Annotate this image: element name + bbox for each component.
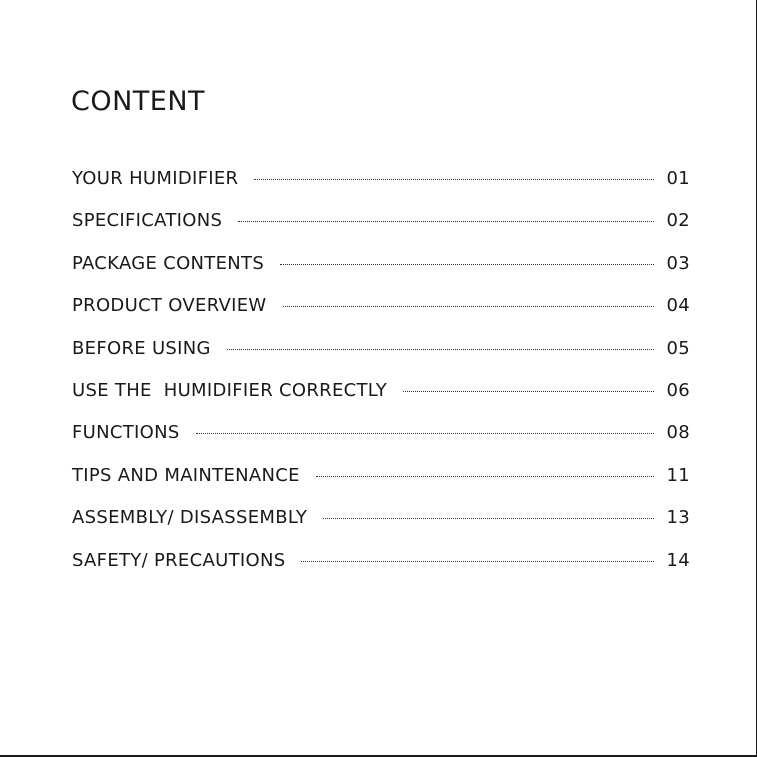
toc-entry xyxy=(72,295,690,337)
toc-entry xyxy=(72,253,690,295)
toc-entry-label: YOUR HUMIDIFIER xyxy=(72,168,239,189)
toc-dot-leader xyxy=(254,179,654,180)
toc-page-number: 03 xyxy=(666,252,690,274)
toc-page-number: 13 xyxy=(666,507,690,529)
toc-entry xyxy=(72,338,690,380)
toc-dot-leader xyxy=(196,433,654,434)
toc-entry xyxy=(72,507,690,549)
toc-entry xyxy=(72,422,690,464)
toc-page-number: 02 xyxy=(666,210,690,232)
toc-dot-leader xyxy=(227,349,654,350)
toc-dot-leader xyxy=(301,561,654,562)
toc-dot-leader xyxy=(280,264,654,265)
toc-entry-label: FUNCTIONS xyxy=(72,422,180,444)
toc-entry xyxy=(72,168,690,210)
toc-entry-label: BEFORE USING xyxy=(72,337,211,359)
toc-entry-label: SPECIFICATIONS xyxy=(72,210,223,232)
toc-entry xyxy=(72,550,690,592)
toc-entry xyxy=(72,465,690,507)
table-of-contents xyxy=(72,168,690,592)
toc-dot-leader xyxy=(403,391,654,392)
toc-page-number: 05 xyxy=(666,337,690,359)
toc-dot-leader xyxy=(283,306,654,307)
page-title: CONTENT xyxy=(71,86,206,117)
toc-page-number: 06 xyxy=(666,379,690,401)
toc-entry xyxy=(72,210,690,252)
toc-entry-label: TIPS AND MAINTENANCE xyxy=(72,464,300,486)
toc-entry xyxy=(72,380,690,422)
toc-entry-label: PACKAGE CONTENTS xyxy=(72,252,265,274)
toc-dot-leader xyxy=(323,518,654,519)
toc-entry-label: SAFETY/ PRECAUTIONS xyxy=(72,549,286,571)
toc-page-number: 14 xyxy=(666,549,690,571)
toc-dot-leader xyxy=(316,476,654,477)
toc-page-number: 08 xyxy=(666,422,690,444)
toc-entry-label: USE THE HUMIDIFIER CORRECTLY xyxy=(72,379,388,401)
toc-page-number: 11 xyxy=(666,464,690,486)
toc-dot-leader xyxy=(238,221,654,222)
toc-entry-label: PRODUCT OVERVIEW xyxy=(72,295,267,317)
toc-entry-label: ASSEMBLY/ DISASSEMBLY xyxy=(72,507,308,529)
toc-page-number: 01 xyxy=(666,168,690,189)
toc-page-number: 04 xyxy=(666,295,690,317)
